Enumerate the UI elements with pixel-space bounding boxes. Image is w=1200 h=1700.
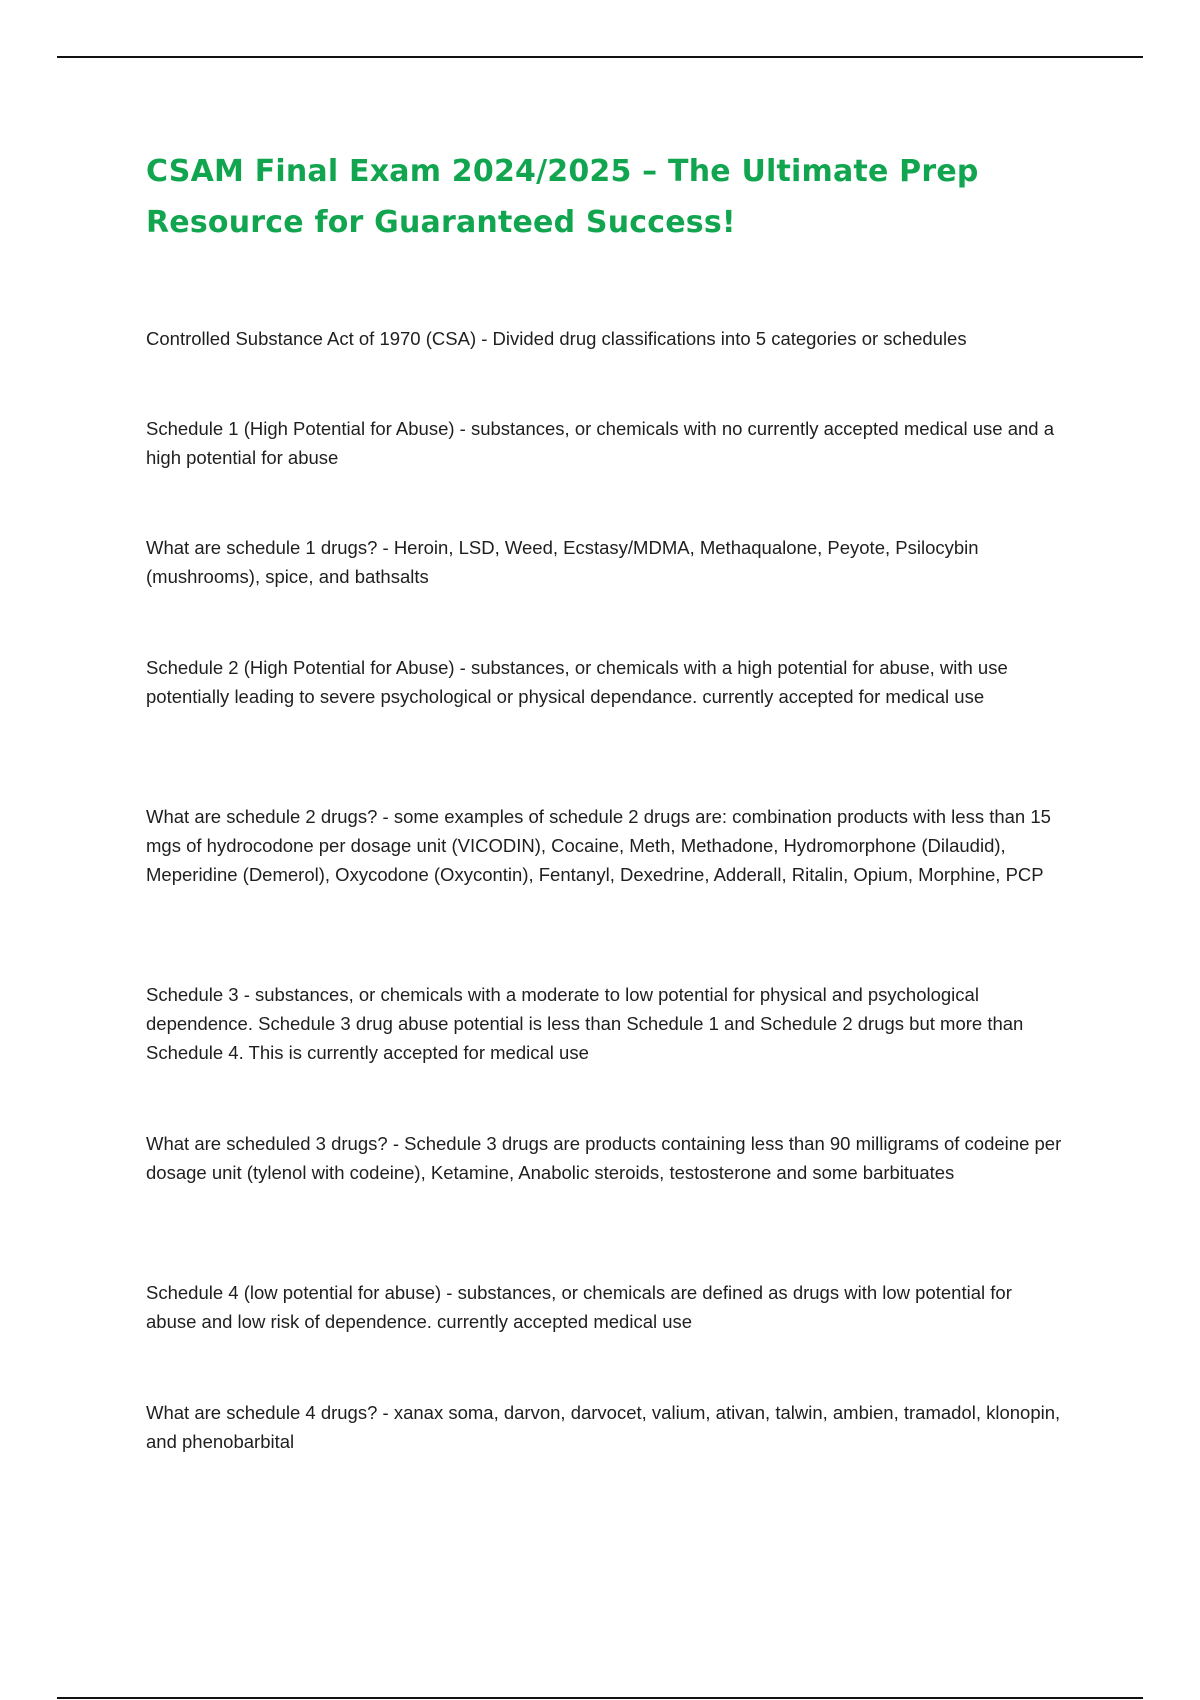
document-title: CSAM Final Exam 2024/2025 – The Ultimate Prep Resource for Guaranteed Success! bbox=[146, 154, 979, 240]
entry-schedule-3-drugs: What are scheduled 3 drugs? - Schedule 3 drugs are products containing less than 90 milligrams of codeine per dosage unit (tylenol with codeine), Ketamine, Anabolic steroids, testosterone and some barbituates bbox=[146, 1133, 1062, 1183]
entry-schedule-1-definition: Schedule 1 (High Potential for Abuse) - substances, or chemicals with no currently accepted medical use and a high potential for abuse bbox=[146, 418, 1055, 468]
top-rule bbox=[57, 56, 1143, 58]
entry-schedule-1-drugs: What are schedule 1 drugs? - Heroin, LSD, Weed, Ecstasy/MDMA, Methaqualone, Peyote, Psilocybin (mushrooms), spice, and bathsalts bbox=[146, 537, 979, 587]
entry-schedule-2-drugs: What are schedule 2 drugs? - some examples of schedule 2 drugs are: combination products with less than 15 mgs of hydrocodone per dosage unit (VICODIN), Cocaine, Meth, Methadone, Hydromorphone (Dilaudid), Meperidine (Demerol), Oxycodone (Oxycontin), Fentanyl, Dexedrine, Adderall, Ritalin, Opium, Morphine, PCP bbox=[146, 806, 1051, 885]
entry-schedule-2-definition: Schedule 2 (High Potential for Abuse) - substances, or chemicals with a high potential for abuse, with use potentially leading to severe psychological or physical dependance. currently accepted for medical use bbox=[146, 657, 1008, 707]
entry-csa: Controlled Substance Act of 1970 (CSA) - Divided drug classifications into 5 categories or schedules bbox=[146, 328, 967, 349]
entry-schedule-3-definition: Schedule 3 - substances, or chemicals with a moderate to low potential for physical and psychological dependence. Schedule 3 drug abuse potential is less than Schedule 1 and Schedule 2 drugs but more than Schedule 4. This is currently accepted for medical use bbox=[146, 984, 1024, 1063]
bottom-rule bbox=[57, 1697, 1143, 1699]
entry-schedule-4-drugs: What are schedule 4 drugs? - xanax soma, darvon, darvocet, valium, ativan, talwin, ambien, tramadol, klonopin, and phenobarbital bbox=[146, 1402, 1061, 1452]
entry-schedule-4-definition: Schedule 4 (low potential for abuse) - substances, or chemicals are defined as drugs with low potential for abuse and low risk of dependence. currently accepted medical use bbox=[146, 1282, 1012, 1332]
